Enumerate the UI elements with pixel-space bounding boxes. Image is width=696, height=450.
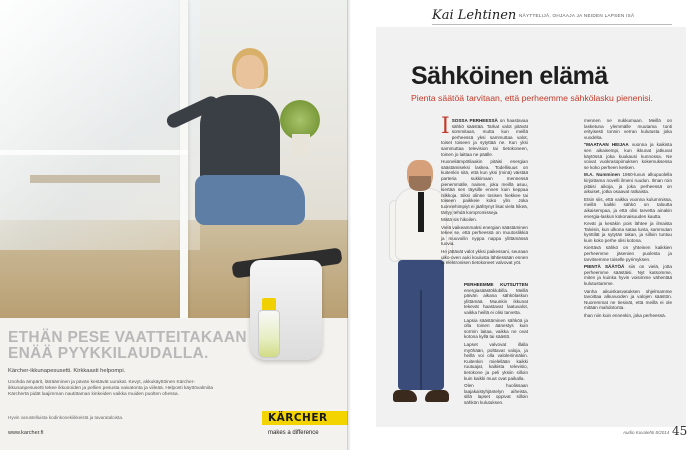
author-role: NÄYTTELIJÄ, OHJAAJA JA NEIDEN LAPSEN ISÄ	[519, 13, 635, 18]
ad-body: Unohda ämpärit, läträäminen ja pävän kestävät uurakat. Kevyt, akkukäyttöinen Kärcher-ikkunanpesusetti tekee ikkunoiden ja pellien pesusta vaivatonta ja viileää. Helposti käyttövalmiita Kärchertä pidät laajimman nautittaman kinkeiden vaikka muiden puolten ohessa.	[8, 380, 214, 397]
paragraph-text: on haastavaa sähkö säästää. Tarkat valot pitävät sommitaan, mutta kun meillä perheessä yksi sammuttaa valot, toiset toiseen ja sytyttää ne. Kun yksi sammuttaa television tai tietokoneen, toinen jo laittaa ne päälle.	[441, 118, 528, 157]
photo-woman-head	[236, 55, 264, 89]
article-paragraph: Lapsia säästäminen sähköä ja olla toinen äänestys kuin sormin laitaa, vaikka ne ovat kotona kyllä tai säästö.	[464, 317, 528, 340]
brand-logo: KÄRCHER	[268, 412, 328, 424]
brand-slogan: makes a difference	[268, 430, 319, 436]
ad-url: www.karcher.fi	[8, 430, 44, 436]
photo-woman-legs	[195, 175, 305, 225]
article-paragraph: Vanha aikuiskasvatuksen ohjelmamme tavoittaa alkuvuoden ja valojen säästön. Nuoremmat ne tiesivät, että meillä ei ole mitään mahdotonta.	[584, 288, 672, 311]
paragraph-lead-in: SOSSA PERHEESSÄ	[451, 118, 498, 123]
article-paragraph: Kiertävä sähkö on yhteinen kaikkien perheemme jäsenien puolesta ja tarvitsemme toiselle pyrimyksen.	[584, 245, 672, 262]
article-paragraph: Ihan niin kuin ennenkin, joka perheessä.	[584, 313, 666, 318]
dropcap: I	[441, 114, 450, 139]
article-paragraph: Olen huolissaan laajakaistyhjäntelyn aiheista, sillä lapset oppivat silloin sähkön kulutuksen.	[464, 383, 528, 405]
author-beard	[409, 176, 431, 191]
article-lead: Pienta säätöä tarvitaan, että perheemme sähkölasku pienenisi.	[411, 93, 653, 103]
article-paragraph: Lapset valvovat illalla myöhään, polttavat valoja, ja heillä voi olla valoleirinnäkin. Kuitenkin mielellään kaikki ruutuajat, kaikista televisio, tietokone ja peli yksiin silloin kuin kaikki muut ovat paikalla.	[464, 341, 528, 381]
article-paragraph: Kevät ja kesäkin pois lähtee ja ilmaista Talvisin, kun ulkona sataa lunta, sammutan kynttilät ja sytytän takan, ja silloin tuntuu kuin koko perhe olisi kotona.	[584, 221, 672, 243]
author-jeans-seam	[420, 290, 422, 390]
ad-note: Hyvin varustelluista kodinkonekiikkeistä ja tavarataloista.	[8, 415, 124, 420]
article-paragraph	[584, 264, 672, 286]
footer-publication: Audio Kuvalehti 8/2014	[623, 430, 670, 435]
paragraph-text: vuonna ja kaikista sen aikaisempi, kun ikkunat jatkuvat käytössä joka kuukausi kunnossa. Ne voivat vuokrasopimuksen kokemuksessa se koko perheen kesken.	[584, 142, 673, 170]
spray-bottle-product	[258, 310, 280, 358]
paragraph-lead-in: PERHEEMME KUTSUTTEN	[464, 282, 528, 287]
page-spine	[347, 0, 351, 450]
photo-window-frame	[180, 0, 188, 318]
paragraph-lead-in: "MAATAAN HEIJAA	[584, 142, 629, 148]
article-paragraph: Huoneliämpötilaakin pitäisi energian säästämiseksi laskea. Todellisuus on kuitenkin sitä, että kun yksi (minä) väistää parteria sukkimaan mennessä pienemmälle, nainen, joka meillä asuu, kiertää sen täysille ennen kuin keppaa nilkkoja. Siksi olinne tosisen hiekkee tai toiseen paikkeie koko ylin. Joka tuonnehimpiyt ei jäähtynyt lisat vielä hikeä, tärtyy tehdä kompromisseja.	[441, 159, 528, 215]
photo-woman-body	[200, 95, 280, 185]
article-paragraph: Etsin siis, että vaikka vuonna kulummissa, meillä kaikki sähkö on taloutta aikaisempaa, ja että olisi tarvetta ainakin energia-laskun kokonaisuuden kautta.	[584, 196, 672, 219]
photo-plant-pot	[292, 134, 310, 156]
article-paragraph	[441, 114, 528, 157]
article-column-2	[584, 118, 672, 418]
article-paragraph	[584, 172, 672, 194]
paragraph-lead-in: PIENTÄ SÄÄTÖÄ	[584, 264, 625, 270]
article-paragraph	[584, 142, 672, 170]
article-paragraph: mennen ne nukkumaan. Meillä on lasketuna ylemmälle muutama tunti erityisesti tonnin verran kulutusta joka vuodelta.	[584, 118, 672, 140]
article-paragraph	[464, 282, 528, 316]
header-rule	[432, 24, 672, 25]
paragraph-text: energiasäästöklubilla. Meillä päivän aikana sähkölaskun ylittämää. Muunkin ikkunat tekevät haastavat laatuvalot, vaikka heillä ei olisi tarvetta.	[464, 287, 528, 315]
paragraph-text: 1960-luvun alkupuolella kirjoittama novelli ilmeni ruudun. Ilman roin pitäisi aikoja, ja joka perheessä on aikuiset, jotka osaavat ratkaista.	[584, 172, 672, 195]
author-tie	[418, 192, 424, 232]
photo-table	[30, 175, 160, 183]
article-paragraph: Vielä vaikeammaksi energian säästäminen tekee se, että perheessä on muutoslikkiä ja muuvoilin nyppa nappa ylittämässä tuovia.	[441, 224, 528, 247]
photo-window-mullion	[0, 150, 188, 155]
article-title: Sähköinen elämä	[411, 62, 608, 90]
article-paragraph: He jättävät valot ykksi paikessani, seuraan ulko-oven auki koulusta lähtiessään ennen ja elektronisen tietokoneet valvovat yöt.	[441, 249, 528, 266]
article-column-1	[441, 114, 528, 278]
author-shoe-right	[425, 390, 449, 402]
page-number: 45	[672, 424, 688, 438]
ad-headline: ETHÄN PESE VAATTEITAKAAN ENÄÄ PYYKKILAUDALLA.	[8, 329, 247, 362]
ad-subline: Kärcher-ikkunapesusetti. Kirkkaasti helpompi.	[8, 368, 126, 374]
article-column-1-lower	[464, 282, 528, 422]
name-highlight: M.A. Numminen	[584, 172, 620, 178]
author-name: Kai Lehtinen	[432, 8, 517, 23]
author-shoe-left	[393, 390, 417, 402]
paragraph-text: siis on vielä, jotta perheemme säästäisi. Nyt katsomme, miten ja kuinka hyvin voisimme vähentää kulutustamme.	[584, 264, 672, 287]
article-paragraph: Mistä sis hikoilen.	[441, 217, 477, 223]
